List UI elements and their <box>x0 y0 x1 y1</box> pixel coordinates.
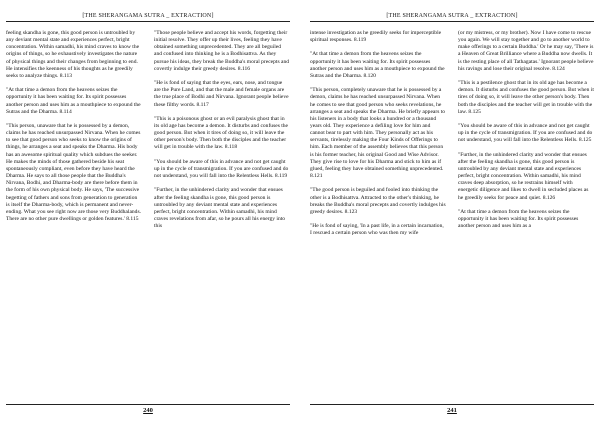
text-column-left <box>310 30 446 402</box>
paragraph: "Those people believe and accept his words, forgetting their initial resolve. They offer up their lives, feeling they have obtained something unprecedented. They are all beguiled and confused into thinking he is a Bodhisattva. As they pursue his ideas, they break the Buddha's moral precepts and covertly indulge their greedy desires. 8.116 <box>154 30 290 72</box>
running-header <box>310 11 594 22</box>
text-column-left <box>6 30 142 402</box>
paragraph: "You should be aware of this in advance and not get caught up in the cycle of transmigration. If you are confused and do not understand, you will fall into the Relentless Hells. 8.125 <box>458 123 593 144</box>
paragraph: "Further, in the unhindered clarity and wonder that ensues after the feeling skandha is gone, this good person is untroubled by any deviant mental state and experiences perfect, bright concentration. Within samadhi, his mind craves deep absorption, so he restrains himself with energetic diligence and likes to dwell in secluded places as he greedily seeks for peace and quiet. 8.126 <box>458 151 589 201</box>
text-columns <box>310 30 594 402</box>
left-page <box>0 0 296 424</box>
paragraph: feeling skandha is gone, this good person is untroubled by any deviant mental state and experiences perfect, bright concentration. Within samadhi, his mind craves to know the origins of things, so he exhaustively investigates the nature of physical things and their changes from beginning to end. He intensifies the keenness of his thoughts as he greedily seeks to analyze things. 8.113 <box>6 30 140 79</box>
paragraph: "At that time a demon from the heavens seizes the opportunity it has been waiting for. Its spirit possesses another person and uses him as a mouthpiece to expound the Sutras and the Dharma. 8.114 <box>6 87 141 115</box>
paragraph: (or my mistress, or my brother). Now I have come to rescue you again. We will stay together and go to another world to make offerings to a certain Buddha.' Or he may say, 'There is a Heaven of Great Brilliance where a Buddha now dwells. It is the resting place of all Tathagatas.' Ignorant people believe his ravings and lose their original resolve. 8.124 <box>458 30 594 72</box>
paragraph: "This is a poisonous ghost or an evil paralysis ghost that in its old age has become a demon. It disturbs and confuses the good person. But when it tires of doing so, it will leave the other person's body. Then both the disciples and the teacher will get in trouble with the law. 8.118 <box>154 115 289 151</box>
page-footer <box>310 404 594 417</box>
running-header-text: [THE SHERANGAMA SUTRA _ EXTRACTION] <box>386 13 518 19</box>
paragraph: "He is fond of saying, 'In a past life, in a certain incarnation, I rescued a certain person who was then my wife <box>310 223 444 237</box>
text-column-right <box>154 30 290 402</box>
paragraph: "At that time a demon from the heavens seizes the opportunity it has been waiting for. Its spirit possesses another person and uses him as a mouthpiece to expound the Sutras and the Dharma. 8.120 <box>310 51 445 79</box>
text-column-right <box>458 30 594 402</box>
page-number: 240 <box>143 407 153 414</box>
right-page <box>304 0 600 424</box>
running-header <box>6 11 290 22</box>
paragraph: "You should be aware of this in advance and not get caught up in the cycle of transmigration. If you are confused and do not understand, you will fall into the Relentless Hells. 8.119 <box>154 158 289 180</box>
page-number: 241 <box>447 407 457 414</box>
text-columns <box>6 30 290 402</box>
page-footer <box>6 404 290 417</box>
paragraph: "The good person is beguiled and fooled into thinking the other is a Bodhisattva. Attracted to the other's thinking, he breaks the Buddha's moral precepts and covertly indulges his greedy desires. 8.123 <box>310 187 446 215</box>
paragraph: "Further, in the unhindered clarity and wonder that ensues after the feeling skandha is gone, this good person is untroubled by any deviant mental state and experiences perfect, bright concentration. Within samadhi, his mind craves revelations from afar, so he pours all his energy into this <box>154 187 286 230</box>
running-header-text: [THE SHERANGAMA SUTRA _ EXTRACTION] <box>82 13 214 19</box>
paragraph: "This is a pestilence ghost that in its old age has become a demon. It disturbs and confuses the good person. But when it tires of doing so, it will leave the other person's body. Then both the disciples and the teacher will get in trouble with the law. 8.125 <box>458 80 594 115</box>
paragraph: "This person, unaware that he is possessed by a demon, claims he has reached unsurpassed Nirvana. When he comes to see that good person who seeks to know the origins of things, he arranges a seat and speaks the Dharma. His body has an awesome spiritual quality which subdues the seeker. He makes the minds of those gathered beside his seat spontaneously compliant, even before they have heard the Dharma. He says to all those people that the Buddha's Nirvana, Bodhi, and Dharma-body are there before them in the form of his own physical body. He says, 'The successive begetting of fathers and sons from generation to generation is itself the Dharma-body, which is permanent and never-ending. What you see right now are those very Buddhalands. There are no other pure dwellings or golden features.' 8.115 <box>6 123 141 223</box>
paragraph: intense investigation as he greedily seeks for imperceptible spiritual responses. 8.119 <box>310 30 442 44</box>
paragraph: "He is fond of saying that the eyes, ears, nose, and tongue are the Pure Land, and that the male and female organs are the true place of Bodhi and Nirvana. Ignorant people believe these filthy words. 8.117 <box>154 80 289 108</box>
paragraph: "This person, completely unaware that he is possessed by a demon, claims he has reached unsurpassed Nirvana. When he comes to see that good person who seeks revelations, he arranges a seat and speaks the Dharma. He briefly appears to his listeners in a body that looks a hundred or a thousand years old. They experience a defiling love for him and cannot bear to part with him. They personally act as his servants, tirelessly making the Four Kinds of Offerings to him. Each member of the assembly believes that this person is his former teacher, his original Good and Wise Advisor. They give rise to love for his Dharma and stick to him as if glued, feeling they have obtained something unprecedented. 8.121 <box>310 87 446 180</box>
paragraph: "At that time a demon from the heavens seizes the opportunity it has been waiting for. Its spirit possesses another person and uses him as a <box>458 208 579 230</box>
